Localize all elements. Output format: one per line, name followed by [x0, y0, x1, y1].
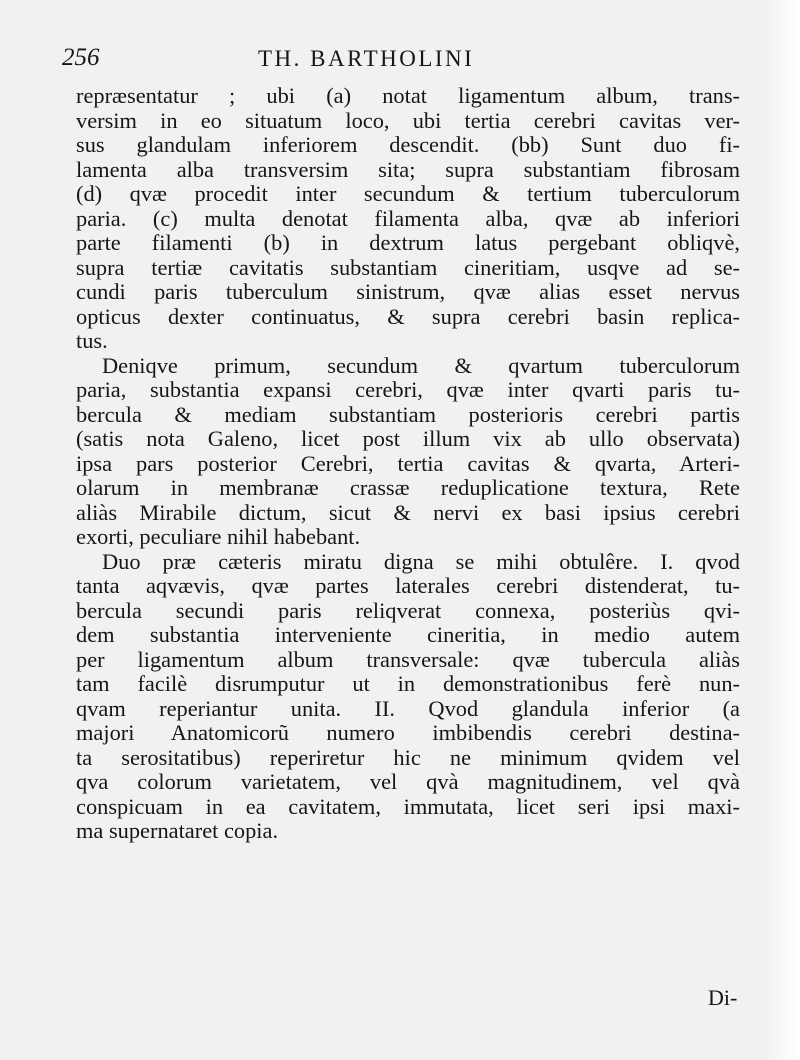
text-line: tanta aqvævis, qvæ partes laterales cerebri distenderat, tu-: [76, 573, 740, 598]
text-line: parte filamenti (b) in dextrum latus pergebant obliqvè,: [76, 230, 740, 255]
text-line: dem substantia interveniente cineritia, in medio autem: [76, 622, 740, 647]
text-line: (d) qvæ procedit inter secundum & tertium tuberculorum: [76, 181, 740, 206]
catchword: Di-: [708, 985, 738, 1010]
text-line: olarum in membranæ crassæ reduplicatione textura, Rete: [76, 475, 740, 500]
text-line: conspicuam in ea cavitatem, immutata, licet seri ipsi maxi-: [76, 793, 740, 819]
text-line: Deniqve primum, secundum & qvartum tuberculorum: [102, 352, 740, 378]
text-line: Duo præ cæteris miratu digna se mihi obtulêre. I. qvod: [102, 548, 740, 574]
text-line: paria. (c) multa denotat filamenta alba, qvæ ab inferiori: [76, 205, 740, 231]
text-line: exorti, peculiare nihil habebant.: [76, 524, 361, 549]
text-line: tam facilè disrumputur ut in demonstrationibus ferè nun-: [76, 671, 740, 696]
text-line: qva colorum varietatem, vel qvà magnitudinem, vel qvà: [76, 769, 740, 794]
text-line: repræsentatur ; ubi (a) notat ligamentum album, trans-: [76, 83, 740, 108]
text-line: sus glandulam inferiorem descendit. (bb) Sunt duo fi-: [76, 132, 740, 157]
text-line: paria, substantia expansi cerebri, qvæ inter qvarti paris tu-: [76, 377, 740, 402]
text-line: aliàs Mirabile dictum, sicut & nervi ex basi ipsius cerebri: [76, 499, 740, 525]
text-line: bercula & mediam substantiam posterioris cerebri partis: [76, 401, 740, 427]
text-line: supra tertiæ cavitatis substantiam cineritiam, usqve ad se-: [76, 254, 740, 280]
text-line: majori Anatomicorũ numero imbibendis cerebri destina-: [76, 720, 740, 745]
text-line: ta serositatibus) reperiretur hic ne minimum qvidem vel: [76, 744, 740, 770]
text-line: lamenta alba transversim sita; supra substantiam fibrosam: [76, 156, 740, 182]
text-line: cundi paris tuberculum sinistrum, qvæ alias esset nervus: [76, 279, 740, 304]
text-line: ma supernataret copia.: [76, 818, 279, 843]
running-head: TH. BARTHOLINI: [258, 46, 475, 71]
text-line: qvam reperiantur unita. II. Qvod glandula inferior (a: [76, 695, 740, 721]
text-line: per ligamentum album transversale: qvæ tubercula aliàs: [76, 646, 740, 672]
text-line: bercula secundi paris reliqverat connexa, posteriùs qvi-: [76, 597, 740, 623]
text-line: versim in eo situatum loco, ubi tertia cerebri cavitas ver-: [76, 107, 740, 133]
text-line: (satis nota Galeno, licet post illum vix ab ullo observata): [76, 426, 740, 451]
text-line: opticus dexter continuatus, & supra cerebri basin replica-: [76, 303, 740, 329]
text-line: tus.: [76, 328, 108, 353]
page-number: 256: [62, 44, 100, 71]
text-line: ipsa pars posterior Cerebri, tertia cavitas & qvarta, Arteri-: [76, 450, 740, 476]
page-header: [62, 44, 742, 76]
body-text: [76, 84, 740, 844]
